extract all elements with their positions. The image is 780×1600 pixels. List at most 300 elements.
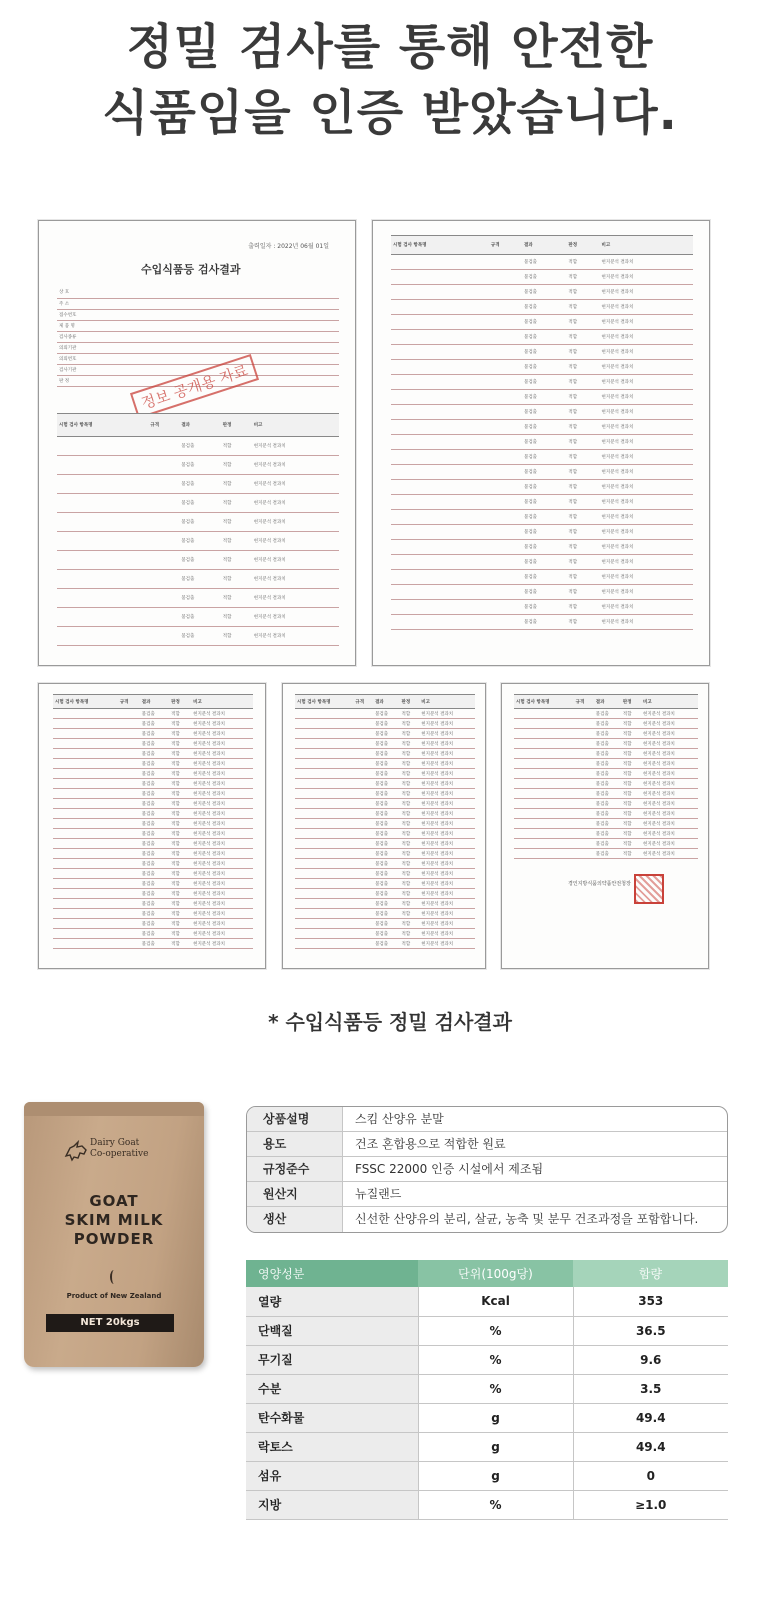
test-cell xyxy=(353,889,373,899)
test-cell: 불검출 xyxy=(594,849,621,859)
test-cell xyxy=(295,879,353,889)
test-cell: 불검출 xyxy=(373,719,399,729)
test-header-cell: 비고 xyxy=(641,695,698,709)
test-cell: 현지분석 결과치 xyxy=(252,456,339,475)
fern-icon xyxy=(110,1270,118,1284)
test-cell xyxy=(391,330,489,345)
test-cell: 적합 xyxy=(566,390,599,405)
test-row xyxy=(57,513,339,532)
test-row xyxy=(295,939,475,949)
test-cell xyxy=(53,769,118,779)
test-cell xyxy=(118,909,140,919)
test-cell: 불검출 xyxy=(373,759,399,769)
test-cell xyxy=(118,859,140,869)
test-cell: 적합 xyxy=(400,829,420,839)
test-cell xyxy=(295,859,353,869)
test-cell: 현지분석 결과치 xyxy=(641,729,698,739)
test-cell: 불검출 xyxy=(140,919,169,929)
test-row xyxy=(295,849,475,859)
test-results-table xyxy=(391,235,693,630)
test-cell xyxy=(148,551,179,570)
test-cell: 현지분석 결과치 xyxy=(419,909,475,919)
test-row xyxy=(514,749,698,759)
test-cell: 현지분석 결과치 xyxy=(419,869,475,879)
test-cell: 적합 xyxy=(221,475,252,494)
test-cell: 현지분석 결과치 xyxy=(641,789,698,799)
test-cell xyxy=(514,839,574,849)
test-cell: 현지분석 결과치 xyxy=(600,600,694,615)
test-cell: 현지분석 결과치 xyxy=(600,495,694,510)
test-cell: 적합 xyxy=(400,729,420,739)
test-row xyxy=(514,829,698,839)
test-cell: 불검출 xyxy=(522,270,566,285)
test-cell: 현지분석 결과치 xyxy=(641,759,698,769)
test-cell: 적합 xyxy=(169,879,191,889)
test-cell: 불검출 xyxy=(373,819,399,829)
test-cell: 불검출 xyxy=(373,829,399,839)
test-cell: 불검출 xyxy=(522,390,566,405)
test-cell: 불검출 xyxy=(373,849,399,859)
test-cell: 현지분석 결과치 xyxy=(252,608,339,627)
test-cell: 적합 xyxy=(400,879,420,889)
test-cell: 현지분석 결과치 xyxy=(600,540,694,555)
test-cell: 적합 xyxy=(621,719,641,729)
test-cell xyxy=(118,899,140,909)
test-cell xyxy=(57,437,148,456)
test-cell: 적합 xyxy=(400,819,420,829)
cover-field-row xyxy=(57,298,339,309)
test-cell xyxy=(53,879,118,889)
test-cell: 현지분석 결과치 xyxy=(600,435,694,450)
test-cell: 적합 xyxy=(566,585,599,600)
test-cell xyxy=(353,929,373,939)
test-cell xyxy=(57,494,148,513)
nutrient-unit: % xyxy=(418,1345,573,1374)
nutrient-amount: 3.5 xyxy=(573,1374,728,1403)
test-cell: 적합 xyxy=(566,255,599,270)
test-header-row xyxy=(514,695,698,709)
test-cell: 불검출 xyxy=(140,839,169,849)
test-cell xyxy=(489,315,522,330)
test-cell: 불검출 xyxy=(522,330,566,345)
test-cell: 적합 xyxy=(621,709,641,719)
test-cell: 적합 xyxy=(566,420,599,435)
test-row xyxy=(391,330,693,345)
test-cell xyxy=(148,627,179,646)
product-info-table xyxy=(246,1106,728,1233)
cover-field-value xyxy=(117,309,339,320)
test-cell xyxy=(489,255,522,270)
test-cell xyxy=(53,859,118,869)
test-cell xyxy=(353,729,373,739)
test-cell: 현지분석 결과치 xyxy=(419,749,475,759)
test-cell: 적합 xyxy=(621,749,641,759)
test-cell: 적합 xyxy=(621,809,641,819)
test-cell: 적합 xyxy=(566,270,599,285)
test-row xyxy=(53,739,253,749)
test-cell: 적합 xyxy=(566,345,599,360)
test-cell: 현지분석 결과치 xyxy=(191,929,253,939)
test-cell: 적합 xyxy=(621,829,641,839)
test-cell xyxy=(391,450,489,465)
test-cell xyxy=(295,719,353,729)
test-cell: 불검출 xyxy=(179,513,220,532)
test-cell xyxy=(118,819,140,829)
test-cell: 현지분석 결과치 xyxy=(191,869,253,879)
test-cell: 적합 xyxy=(400,889,420,899)
test-cell: 현지분석 결과치 xyxy=(600,510,694,525)
test-cell: 현지분석 결과치 xyxy=(641,719,698,729)
test-row xyxy=(391,300,693,315)
test-header-cell: 비고 xyxy=(191,695,253,709)
test-cell: 불검출 xyxy=(522,375,566,390)
test-header-cell: 비고 xyxy=(419,695,475,709)
test-cell: 현지분석 결과치 xyxy=(191,779,253,789)
test-cell xyxy=(489,405,522,420)
test-row xyxy=(53,849,253,859)
test-cell xyxy=(489,285,522,300)
test-cell xyxy=(57,608,148,627)
test-row xyxy=(53,869,253,879)
test-cell: 적합 xyxy=(169,729,191,739)
test-cell: 적합 xyxy=(566,300,599,315)
test-row xyxy=(391,450,693,465)
test-cell xyxy=(514,769,574,779)
test-cell: 불검출 xyxy=(140,749,169,759)
test-cell: 불검출 xyxy=(594,709,621,719)
test-row xyxy=(295,919,475,929)
test-cell xyxy=(489,555,522,570)
test-cell: 현지분석 결과치 xyxy=(191,789,253,799)
test-row xyxy=(295,779,475,789)
test-cell: 불검출 xyxy=(140,719,169,729)
test-cell: 현지분석 결과치 xyxy=(191,879,253,889)
test-cell xyxy=(118,929,140,939)
test-cell xyxy=(295,759,353,769)
test-cell: 불검출 xyxy=(179,570,220,589)
test-row xyxy=(295,759,475,769)
cover-field-label: 의뢰번호 xyxy=(57,353,117,364)
test-row xyxy=(57,532,339,551)
test-cell xyxy=(53,939,118,949)
test-cell: 현지분석 결과치 xyxy=(419,769,475,779)
test-cell xyxy=(53,839,118,849)
test-cell xyxy=(53,709,118,719)
test-cell: 현지분석 결과치 xyxy=(252,494,339,513)
test-cell: 불검출 xyxy=(522,510,566,525)
test-cell: 불검출 xyxy=(522,255,566,270)
test-cell: 현지분석 결과치 xyxy=(191,809,253,819)
test-cell xyxy=(118,839,140,849)
test-cell xyxy=(514,779,574,789)
test-cell: 현지분석 결과치 xyxy=(419,919,475,929)
test-cell: 불검출 xyxy=(140,789,169,799)
test-cell: 불검출 xyxy=(140,779,169,789)
test-row xyxy=(53,889,253,899)
test-cell: 불검출 xyxy=(373,739,399,749)
test-cell xyxy=(391,360,489,375)
test-cell xyxy=(53,849,118,859)
nutrition-row xyxy=(246,1316,728,1345)
test-cell: 적합 xyxy=(221,570,252,589)
test-cell xyxy=(53,729,118,739)
test-cell: 현지분석 결과치 xyxy=(600,300,694,315)
brand-name: Dairy Goat Co-operative xyxy=(90,1138,149,1159)
test-cell xyxy=(353,799,373,809)
test-cell: 불검출 xyxy=(522,480,566,495)
inspection-doc-page-4 xyxy=(282,683,486,969)
test-cell xyxy=(53,809,118,819)
nutrient-unit: % xyxy=(418,1490,573,1519)
inspection-doc-page-3 xyxy=(38,683,266,969)
test-cell: 불검출 xyxy=(140,889,169,899)
test-header-cell: 판정 xyxy=(621,695,641,709)
test-cell xyxy=(489,330,522,345)
test-cell: 현지분석 결과치 xyxy=(191,799,253,809)
nutrition-table xyxy=(246,1260,728,1520)
nutrient-name: 지방 xyxy=(246,1490,418,1519)
test-cell xyxy=(391,600,489,615)
test-row xyxy=(53,709,253,719)
doc-date: 출력일자 : 2022년 06월 01일 xyxy=(248,243,329,250)
test-cell: 적합 xyxy=(169,929,191,939)
test-row xyxy=(53,769,253,779)
test-cell: 적합 xyxy=(566,435,599,450)
test-cell xyxy=(489,450,522,465)
test-header-cell: 시험 검사 항목명 xyxy=(57,414,148,437)
test-cell: 불검출 xyxy=(179,456,220,475)
test-cell xyxy=(391,300,489,315)
test-row xyxy=(53,759,253,769)
test-cell: 적합 xyxy=(169,899,191,909)
test-cell xyxy=(489,390,522,405)
test-cell: 불검출 xyxy=(179,532,220,551)
test-cell xyxy=(489,510,522,525)
test-row xyxy=(57,475,339,494)
test-cell xyxy=(574,709,594,719)
test-cell: 적합 xyxy=(621,769,641,779)
test-row xyxy=(391,555,693,570)
test-cell: 적합 xyxy=(169,739,191,749)
test-cell: 현지분석 결과치 xyxy=(419,929,475,939)
test-cell: 적합 xyxy=(221,456,252,475)
nutrient-unit: g xyxy=(418,1461,573,1490)
test-cell: 적합 xyxy=(169,919,191,929)
test-row xyxy=(391,540,693,555)
test-row xyxy=(514,719,698,729)
test-cell: 불검출 xyxy=(373,749,399,759)
test-row xyxy=(57,627,339,646)
nutrient-unit: % xyxy=(418,1374,573,1403)
test-results-table xyxy=(295,694,475,949)
test-row xyxy=(514,789,698,799)
test-cell: 적합 xyxy=(566,375,599,390)
test-cell: 불검출 xyxy=(522,345,566,360)
test-row xyxy=(53,829,253,839)
test-cell xyxy=(391,480,489,495)
test-row xyxy=(295,799,475,809)
test-cell xyxy=(574,719,594,729)
test-cell: 불검출 xyxy=(594,759,621,769)
test-cell xyxy=(391,570,489,585)
test-cell: 현지분석 결과치 xyxy=(600,615,694,630)
test-cell: 현지분석 결과치 xyxy=(419,759,475,769)
test-cell: 현지분석 결과치 xyxy=(600,480,694,495)
test-cell: 적합 xyxy=(400,769,420,779)
test-cell: 불검출 xyxy=(373,729,399,739)
test-cell: 적합 xyxy=(169,889,191,899)
test-cell xyxy=(391,525,489,540)
test-row xyxy=(514,839,698,849)
test-row xyxy=(391,255,693,270)
test-cell xyxy=(353,809,373,819)
test-cell xyxy=(574,759,594,769)
test-row xyxy=(53,819,253,829)
test-cell xyxy=(353,779,373,789)
test-cell: 적합 xyxy=(566,525,599,540)
test-cell xyxy=(118,779,140,789)
nutrition-row xyxy=(246,1403,728,1432)
test-cell: 적합 xyxy=(621,729,641,739)
test-cell: 현지분석 결과치 xyxy=(641,739,698,749)
test-cell: 현지분석 결과치 xyxy=(252,570,339,589)
inspection-doc-page-1 xyxy=(38,220,356,666)
bag-origin: Product of New Zealand xyxy=(66,1292,162,1300)
test-cell: 불검출 xyxy=(522,555,566,570)
test-cell: 적합 xyxy=(400,869,420,879)
test-cell xyxy=(514,709,574,719)
test-row xyxy=(295,929,475,939)
test-cell: 불검출 xyxy=(594,829,621,839)
test-cell xyxy=(489,465,522,480)
test-row xyxy=(53,809,253,819)
info-row xyxy=(247,1207,727,1232)
test-cell: 적합 xyxy=(400,779,420,789)
test-cell xyxy=(353,909,373,919)
test-cell xyxy=(295,769,353,779)
test-cell xyxy=(514,819,574,829)
test-cell xyxy=(391,315,489,330)
test-cell xyxy=(353,879,373,889)
test-cell: 현지분석 결과치 xyxy=(252,513,339,532)
test-cell: 현지분석 결과치 xyxy=(419,879,475,889)
info-row xyxy=(247,1107,727,1132)
test-cell: 불검출 xyxy=(140,829,169,839)
test-cell: 현지분석 결과치 xyxy=(191,749,253,759)
test-cell xyxy=(391,285,489,300)
test-row xyxy=(514,809,698,819)
test-cell xyxy=(391,405,489,420)
cover-field-value xyxy=(117,287,339,298)
test-header-cell: 규격 xyxy=(118,695,140,709)
test-row xyxy=(295,839,475,849)
test-cell: 불검출 xyxy=(373,859,399,869)
test-row xyxy=(295,739,475,749)
test-cell xyxy=(53,799,118,809)
test-row xyxy=(57,551,339,570)
test-cell xyxy=(489,480,522,495)
test-cell xyxy=(391,390,489,405)
test-header-cell: 판정 xyxy=(566,236,599,255)
test-header-cell: 비고 xyxy=(252,414,339,437)
test-cell xyxy=(118,799,140,809)
test-cell: 적합 xyxy=(566,330,599,345)
test-cell: 적합 xyxy=(566,570,599,585)
test-cell xyxy=(391,540,489,555)
test-cell: 현지분석 결과치 xyxy=(600,570,694,585)
cover-field-value xyxy=(117,298,339,309)
test-cell xyxy=(489,495,522,510)
test-cell: 불검출 xyxy=(594,819,621,829)
info-value: 건조 혼합용으로 적합한 원료 xyxy=(355,1137,506,1151)
test-cell: 현지분석 결과치 xyxy=(641,809,698,819)
test-cell: 적합 xyxy=(400,789,420,799)
test-cell: 현지분석 결과치 xyxy=(600,285,694,300)
test-cell: 적합 xyxy=(621,759,641,769)
test-cell: 불검출 xyxy=(373,889,399,899)
test-cell xyxy=(57,551,148,570)
test-cell xyxy=(391,495,489,510)
test-cell: 불검출 xyxy=(140,899,169,909)
test-header-cell: 판정 xyxy=(400,695,420,709)
product-bag-image xyxy=(24,1102,204,1367)
test-cell: 현지분석 결과치 xyxy=(191,859,253,869)
test-cell: 현지분석 결과치 xyxy=(641,769,698,779)
test-row xyxy=(295,789,475,799)
test-cell xyxy=(53,919,118,929)
test-cell: 적합 xyxy=(221,532,252,551)
test-row xyxy=(295,749,475,759)
test-cell xyxy=(295,739,353,749)
test-cell: 불검출 xyxy=(373,769,399,779)
test-row xyxy=(391,405,693,420)
test-cell xyxy=(295,839,353,849)
test-cell: 불검출 xyxy=(522,405,566,420)
test-cell xyxy=(489,525,522,540)
test-cell xyxy=(574,769,594,779)
test-row xyxy=(514,739,698,749)
test-cell xyxy=(148,532,179,551)
test-cell: 불검출 xyxy=(179,475,220,494)
test-cell: 적합 xyxy=(566,600,599,615)
test-cell: 현지분석 결과치 xyxy=(419,839,475,849)
test-cell: 현지분석 결과치 xyxy=(600,255,694,270)
test-header-row xyxy=(295,695,475,709)
test-cell xyxy=(118,879,140,889)
nutrient-name: 섬유 xyxy=(246,1461,418,1490)
test-cell xyxy=(574,819,594,829)
test-cell: 적합 xyxy=(400,809,420,819)
test-cell: 적합 xyxy=(169,759,191,769)
test-cell xyxy=(53,719,118,729)
test-cell: 불검출 xyxy=(140,849,169,859)
test-header-cell: 규격 xyxy=(489,236,522,255)
test-cell: 불검출 xyxy=(522,450,566,465)
test-cell: 현지분석 결과치 xyxy=(191,759,253,769)
test-cell: 불검출 xyxy=(522,360,566,375)
test-cell: 불검출 xyxy=(140,879,169,889)
test-cell: 적합 xyxy=(566,495,599,510)
test-row xyxy=(295,899,475,909)
test-cell: 불검출 xyxy=(140,809,169,819)
test-cell xyxy=(53,749,118,759)
test-cell xyxy=(57,475,148,494)
test-cell: 적합 xyxy=(621,819,641,829)
test-cell: 현지분석 결과치 xyxy=(191,769,253,779)
test-cell: 적합 xyxy=(221,627,252,646)
test-row xyxy=(391,420,693,435)
test-cell: 현지분석 결과치 xyxy=(600,405,694,420)
